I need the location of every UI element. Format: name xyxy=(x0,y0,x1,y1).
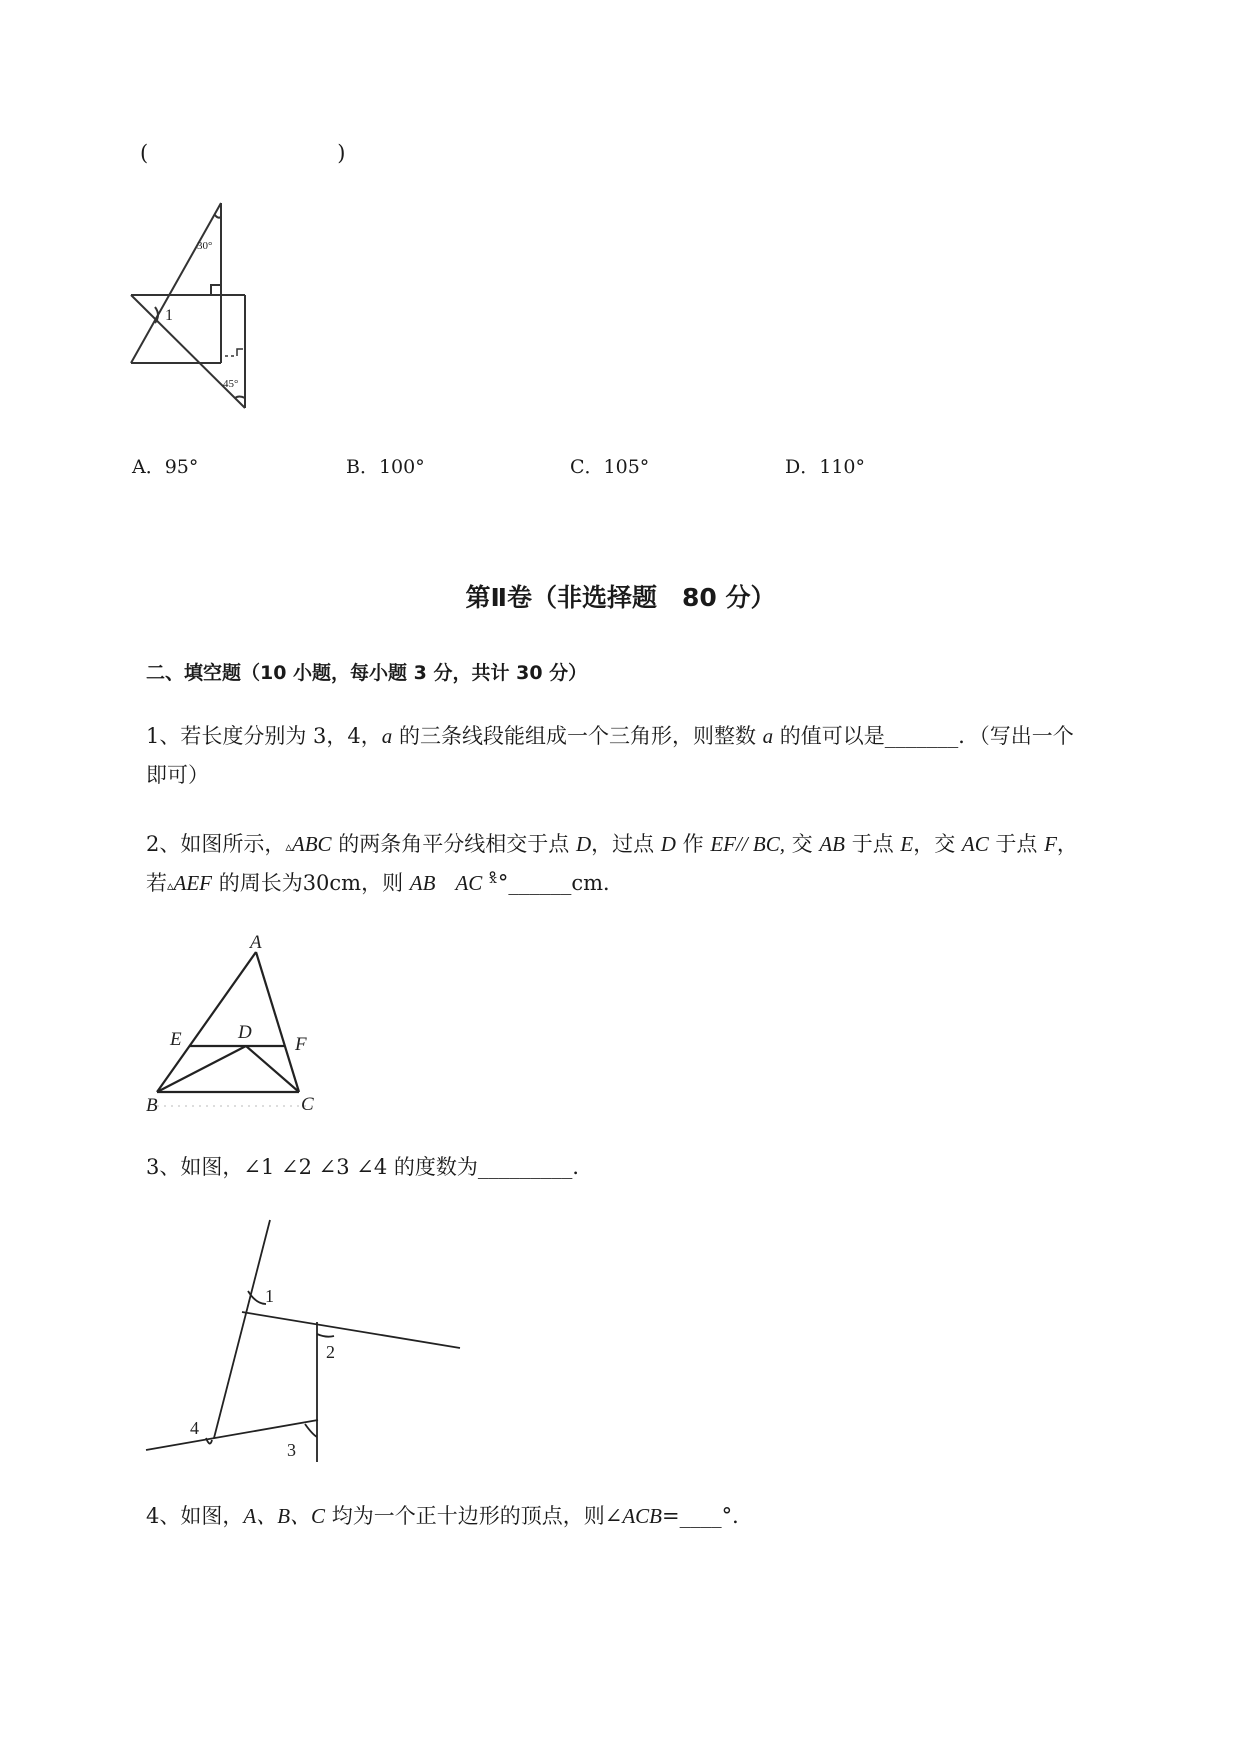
fig3-line-left xyxy=(214,1220,270,1438)
fig1-right-angle-mark-bottom xyxy=(237,349,243,356)
fig2-label-d: D xyxy=(238,1022,252,1043)
part2-heading: 第Ⅱ卷（非选择题 80 分） xyxy=(465,583,776,612)
fig2-label-f: F xyxy=(295,1034,307,1055)
option-a: A．95° xyxy=(132,456,199,478)
fig2-label-b: B xyxy=(146,1095,158,1116)
fig2-label-e: E xyxy=(170,1029,182,1050)
fig3-arc-2 xyxy=(317,1334,334,1337)
option-d: D．110° xyxy=(785,456,865,478)
question-2-line-2: 若▵AEF 的周长为30cm，则 AB AC ˣ̊°______cm． xyxy=(146,871,625,895)
fig1-diagonal xyxy=(131,295,245,408)
fig3-arc-3 xyxy=(305,1424,317,1437)
figure-2-triangle-abc xyxy=(138,930,338,1120)
figure-1-triangles xyxy=(125,195,255,415)
option-c: C．105° xyxy=(570,456,650,478)
fig2-label-c: C xyxy=(301,1094,314,1115)
fig3-label-3: 3 xyxy=(287,1440,296,1460)
question-4: 4、如图，A、B、C 均为一个正十边形的顶点，则∠ACB=____°． xyxy=(146,1504,754,1528)
option-b: B．100° xyxy=(346,456,425,478)
fig1-angle-arc-bottom xyxy=(235,397,245,399)
figure-3-angles xyxy=(140,1212,470,1472)
fig3-label-2: 2 xyxy=(326,1342,335,1362)
fig3-label-1: 1 xyxy=(265,1286,274,1306)
fig3-label-4: 4 xyxy=(190,1418,199,1438)
fig2-edge-ac xyxy=(256,952,299,1092)
question-1-line-2: 即可） xyxy=(146,763,209,787)
fig1-angle-arc-left xyxy=(155,307,158,323)
section-title: 二、填空题（10 小题，每小题 3 分，共计 30 分） xyxy=(146,662,588,684)
fig2-segment-bd xyxy=(157,1046,246,1092)
fig1-label-1: 1 xyxy=(165,307,173,324)
fig1-right-angle-mark-top xyxy=(211,285,221,295)
fig1-label-30: 30° xyxy=(197,240,213,252)
question-2-line-1: 2、如图所示，▵ABC 的两条角平分线相交于点 D，过点 D 作 EF// BC, 交 AB 于点 E，交 AC 于点 F， xyxy=(146,832,1078,856)
question-1-line-1: 1、若长度分别为 3，4，a 的三条线段能组成一个三角形，则整数 a 的值可以是_______．（写出一个 xyxy=(146,724,1074,748)
answer-parenthesis: ( ) xyxy=(140,141,346,165)
fig2-label-a: A xyxy=(250,932,262,953)
question-3: 3、如图，∠1 ∠2 ∠3 ∠4 的度数为_________． xyxy=(146,1155,594,1179)
fig3-line-top xyxy=(242,1312,460,1348)
fig1-label-45: 45° xyxy=(223,378,239,390)
